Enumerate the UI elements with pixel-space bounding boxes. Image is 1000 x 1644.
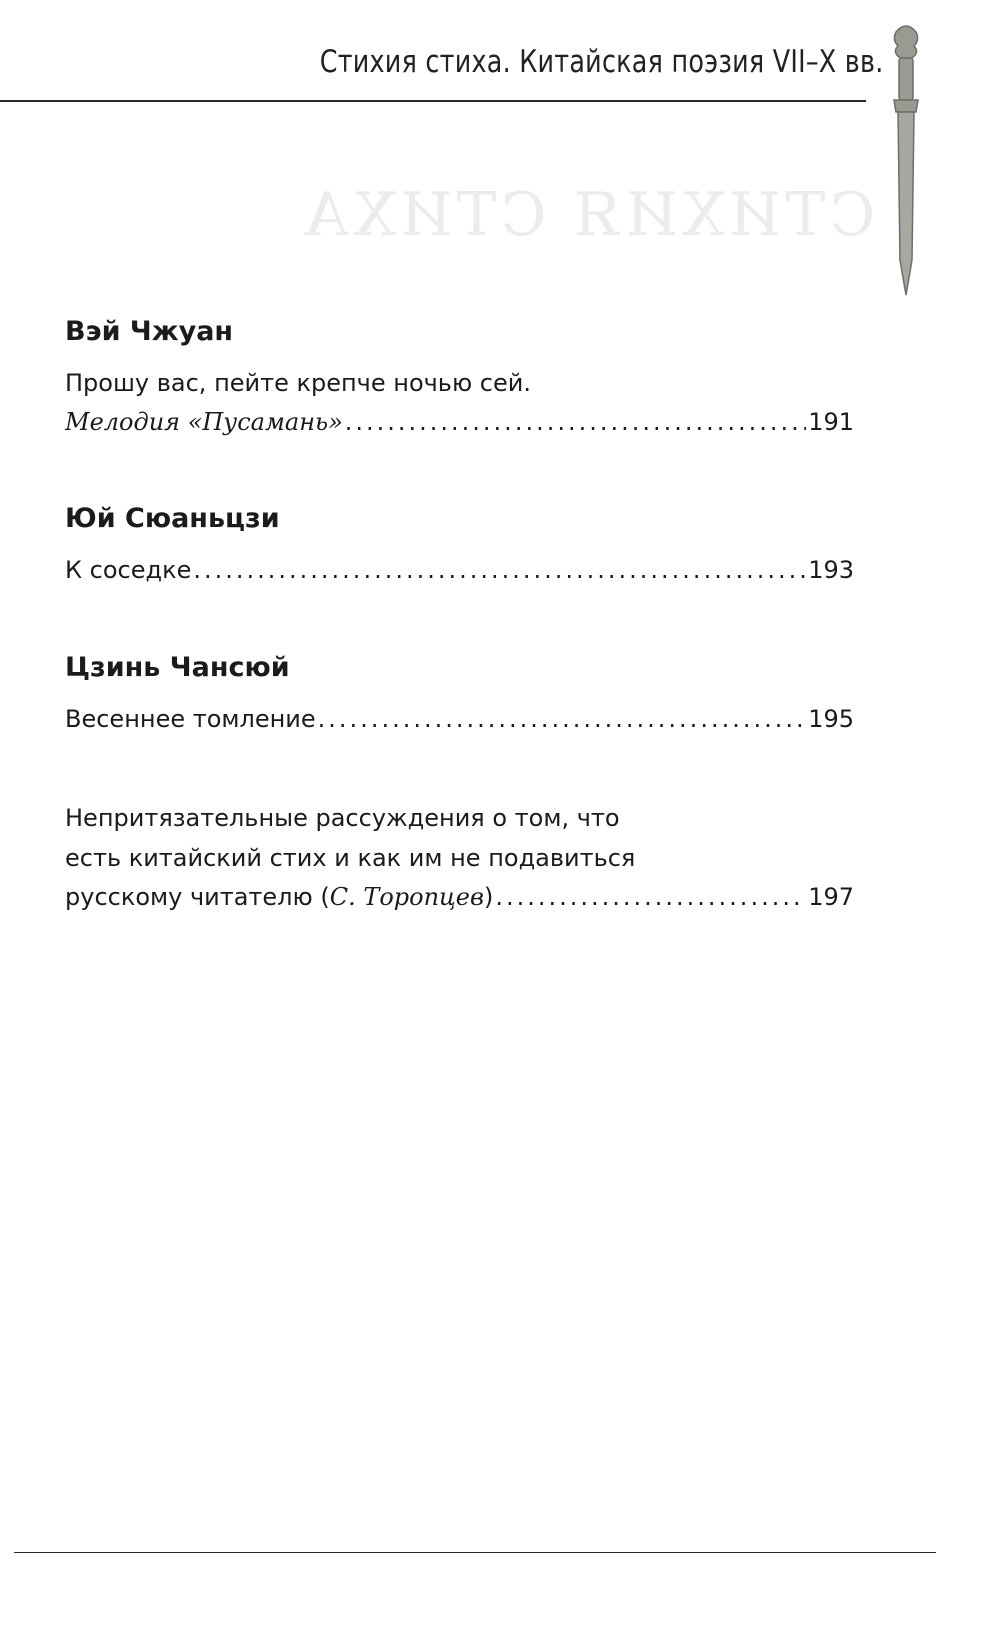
entry-essay-author: С. Торопцев: [329, 883, 484, 911]
toc-entry: [65, 882, 854, 912]
footer-rule: [14, 1552, 936, 1553]
toc-entry: [65, 407, 854, 437]
entry-title-prefix: русскому читателю (: [65, 883, 330, 911]
page-number: 191: [808, 408, 854, 436]
bleed-through-text: СТИХИЯ СТИХА: [300, 180, 876, 250]
leader-dots: [495, 882, 806, 912]
toc-entry: [65, 555, 854, 585]
page-number: 193: [808, 556, 854, 584]
entry-title-suffix: ): [483, 883, 494, 911]
header-rule: [0, 100, 866, 102]
page-number: 195: [808, 705, 854, 733]
entry-title: Весеннее томление: [65, 705, 316, 733]
entry-text-line: есть китайский стих и как им не подавиться: [65, 844, 636, 872]
dagger-icon: [876, 20, 936, 310]
entry-text-line: Прошу вас, пейте крепче ночью сей.: [65, 369, 531, 397]
running-header: Стихия стиха. Китайская поэзия VII–X вв.: [319, 44, 884, 80]
leader-dots: [318, 704, 807, 734]
author-heading: Вэй Чжуан: [65, 316, 234, 347]
author-heading: Юй Сюаньцзи: [65, 503, 280, 534]
entry-title: К соседке: [65, 556, 192, 584]
leader-dots: [193, 555, 806, 585]
toc-entry: [65, 704, 854, 734]
leader-dots: [345, 407, 806, 437]
entry-text-line: Непритязательные рассуждения о том, что: [65, 804, 620, 832]
entry-title: [65, 882, 493, 912]
entry-title: Мелодия «Пусамань»: [65, 408, 343, 436]
page-number: 197: [808, 883, 854, 911]
author-heading: Цзинь Чансюй: [65, 652, 290, 683]
